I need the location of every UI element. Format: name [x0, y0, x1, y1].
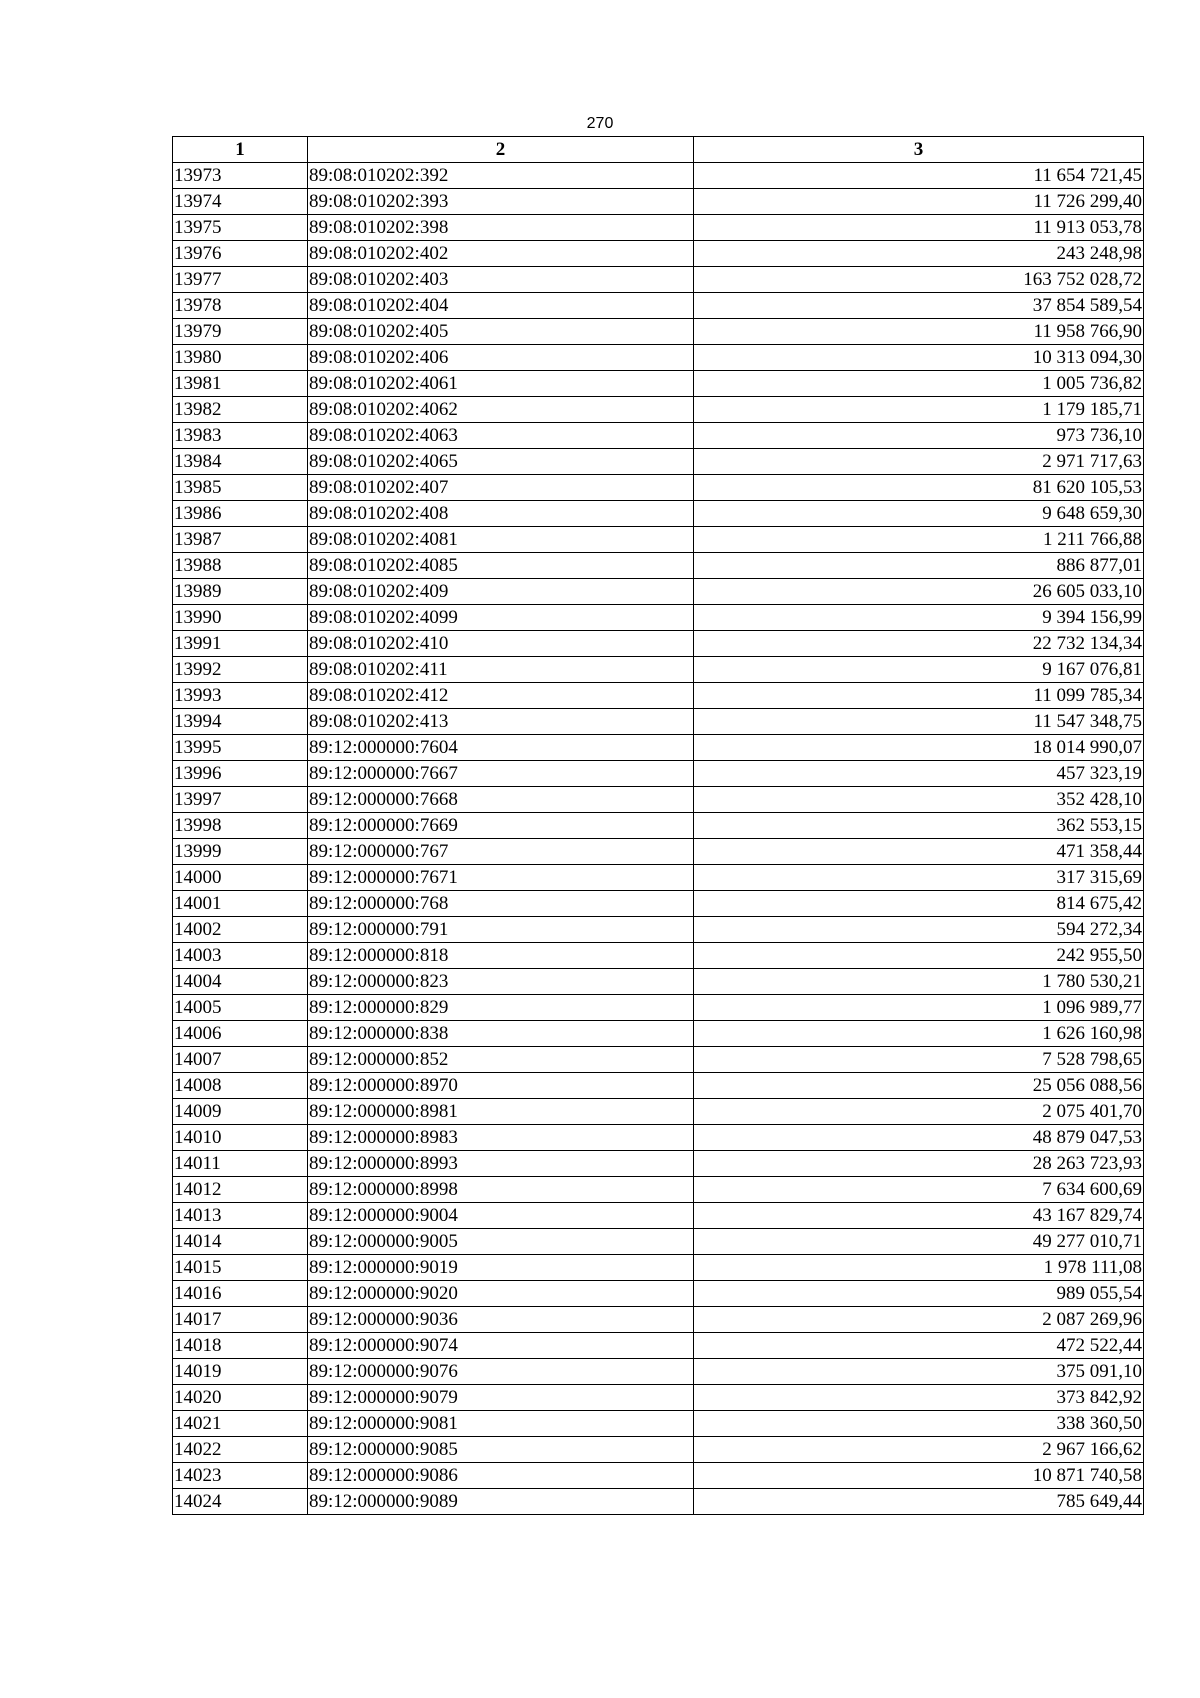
cadastral-number-cell: 89:08:010202:411 [308, 657, 694, 683]
cadastral-value-cell: 25 056 088,56 [694, 1073, 1144, 1099]
cadastral-number-cell: 89:12:000000:9004 [308, 1203, 694, 1229]
column-header-1: 1 [173, 137, 308, 163]
cadastral-number-cell: 89:12:000000:852 [308, 1047, 694, 1073]
cadastral-number-cell: 89:12:000000:9019 [308, 1255, 694, 1281]
cadastral-number-cell: 89:12:000000:8998 [308, 1177, 694, 1203]
row-number-cell: 13993 [173, 683, 308, 709]
cadastral-number-cell: 89:08:010202:4081 [308, 527, 694, 553]
table-row [173, 1099, 1144, 1125]
row-number-cell: 14010 [173, 1125, 308, 1151]
cadastral-value-cell: 9 648 659,30 [694, 501, 1144, 527]
table-row [173, 1385, 1144, 1411]
row-number-cell: 14013 [173, 1203, 308, 1229]
cadastral-value-cell: 814 675,42 [694, 891, 1144, 917]
table-row [173, 319, 1144, 345]
cadastral-number-cell: 89:12:000000:7669 [308, 813, 694, 839]
cadastral-number-cell: 89:08:010202:4063 [308, 423, 694, 449]
column-header-2: 2 [308, 137, 694, 163]
cadastral-value-cell: 1 179 185,71 [694, 397, 1144, 423]
column-header-3: 3 [694, 137, 1144, 163]
row-number-cell: 13995 [173, 735, 308, 761]
row-number-cell: 14003 [173, 943, 308, 969]
cadastral-number-cell: 89:12:000000:9020 [308, 1281, 694, 1307]
table-row [173, 1307, 1144, 1333]
row-number-cell: 14002 [173, 917, 308, 943]
row-number-cell: 13982 [173, 397, 308, 423]
table-row [173, 735, 1144, 761]
cadastral-value-cell: 10 313 094,30 [694, 345, 1144, 371]
table-row [173, 1411, 1144, 1437]
cadastral-number-cell: 89:08:010202:406 [308, 345, 694, 371]
cadastral-number-cell: 89:08:010202:412 [308, 683, 694, 709]
cadastral-number-cell: 89:08:010202:4061 [308, 371, 694, 397]
cadastral-value-cell: 362 553,15 [694, 813, 1144, 839]
table-row [173, 995, 1144, 1021]
cadastral-number-cell: 89:12:000000:9085 [308, 1437, 694, 1463]
cadastral-number-cell: 89:08:010202:392 [308, 163, 694, 189]
cadastral-value-cell: 11 547 348,75 [694, 709, 1144, 735]
cadastral-value-cell: 886 877,01 [694, 553, 1144, 579]
table-row [173, 1281, 1144, 1307]
table-row [173, 189, 1144, 215]
cadastral-number-cell: 89:12:000000:8981 [308, 1099, 694, 1125]
cadastral-number-cell: 89:12:000000:7667 [308, 761, 694, 787]
row-number-cell: 13985 [173, 475, 308, 501]
cadastral-number-cell: 89:08:010202:4065 [308, 449, 694, 475]
row-number-cell: 14022 [173, 1437, 308, 1463]
row-number-cell: 13981 [173, 371, 308, 397]
page-number: 270 [586, 115, 614, 132]
cadastral-value-cell: 48 879 047,53 [694, 1125, 1144, 1151]
table-row [173, 1437, 1144, 1463]
table-row [173, 1463, 1144, 1489]
cadastral-value-cell: 785 649,44 [694, 1489, 1144, 1515]
row-number-cell: 13997 [173, 787, 308, 813]
cadastral-number-cell: 89:08:010202:4085 [308, 553, 694, 579]
cadastral-number-cell: 89:12:000000:8993 [308, 1151, 694, 1177]
cadastral-value-cell: 11 913 053,78 [694, 215, 1144, 241]
table-row [173, 1489, 1144, 1515]
cadastral-value-cell: 338 360,50 [694, 1411, 1144, 1437]
cadastral-value-cell: 373 842,92 [694, 1385, 1144, 1411]
row-number-cell: 14021 [173, 1411, 308, 1437]
cadastral-value-cell: 26 605 033,10 [694, 579, 1144, 605]
cadastral-value-cell: 472 522,44 [694, 1333, 1144, 1359]
table-row [173, 917, 1144, 943]
cadastral-value-cell: 1 005 736,82 [694, 371, 1144, 397]
cadastral-value-cell: 471 358,44 [694, 839, 1144, 865]
cadastral-number-cell: 89:12:000000:7668 [308, 787, 694, 813]
table-row [173, 709, 1144, 735]
table-row [173, 787, 1144, 813]
row-number-cell: 14004 [173, 969, 308, 995]
cadastral-value-cell: 49 277 010,71 [694, 1229, 1144, 1255]
cadastral-value-cell: 7 528 798,65 [694, 1047, 1144, 1073]
cadastral-value-cell: 2 967 166,62 [694, 1437, 1144, 1463]
table-row [173, 371, 1144, 397]
row-number-cell: 14019 [173, 1359, 308, 1385]
table-row [173, 527, 1144, 553]
row-number-cell: 14014 [173, 1229, 308, 1255]
cadastral-value-cell: 9 394 156,99 [694, 605, 1144, 631]
table-row [173, 293, 1144, 319]
table-row [173, 865, 1144, 891]
table-row [173, 163, 1144, 189]
cadastral-value-cell: 22 732 134,34 [694, 631, 1144, 657]
table-row [173, 605, 1144, 631]
cadastral-number-cell: 89:08:010202:398 [308, 215, 694, 241]
cadastral-value-cell: 242 955,50 [694, 943, 1144, 969]
cadastral-number-cell: 89:12:000000:9074 [308, 1333, 694, 1359]
row-number-cell: 13988 [173, 553, 308, 579]
cadastral-number-cell: 89:08:010202:404 [308, 293, 694, 319]
row-number-cell: 13980 [173, 345, 308, 371]
row-number-cell: 14020 [173, 1385, 308, 1411]
cadastral-number-cell: 89:12:000000:8970 [308, 1073, 694, 1099]
row-number-cell: 13984 [173, 449, 308, 475]
table-row [173, 943, 1144, 969]
row-number-cell: 13977 [173, 267, 308, 293]
row-number-cell: 14008 [173, 1073, 308, 1099]
cadastral-number-cell: 89:08:010202:4062 [308, 397, 694, 423]
cadastral-value-cell: 352 428,10 [694, 787, 1144, 813]
cadastral-number-cell: 89:12:000000:791 [308, 917, 694, 943]
cadastral-value-cell: 1 096 989,77 [694, 995, 1144, 1021]
table-row [173, 1255, 1144, 1281]
cadastral-number-cell: 89:12:000000:9076 [308, 1359, 694, 1385]
cadastral-value-cell: 1 780 530,21 [694, 969, 1144, 995]
table-row [173, 839, 1144, 865]
cadastral-number-cell: 89:08:010202:4099 [308, 605, 694, 631]
table-row [173, 657, 1144, 683]
table-row [173, 1073, 1144, 1099]
table-row [173, 579, 1144, 605]
cadastral-number-cell: 89:08:010202:407 [308, 475, 694, 501]
cadastral-number-cell: 89:12:000000:7604 [308, 735, 694, 761]
table-row [173, 1125, 1144, 1151]
cadastral-value-cell: 10 871 740,58 [694, 1463, 1144, 1489]
cadastral-value-cell: 2 087 269,96 [694, 1307, 1144, 1333]
cadastral-value-cell: 1 211 766,88 [694, 527, 1144, 553]
cadastral-number-cell: 89:12:000000:9081 [308, 1411, 694, 1437]
cadastral-value-cell: 457 323,19 [694, 761, 1144, 787]
table-row [173, 1333, 1144, 1359]
table-row [173, 449, 1144, 475]
row-number-cell: 14017 [173, 1307, 308, 1333]
row-number-cell: 14018 [173, 1333, 308, 1359]
cadastral-number-cell: 89:12:000000:767 [308, 839, 694, 865]
row-number-cell: 14007 [173, 1047, 308, 1073]
row-number-cell: 14024 [173, 1489, 308, 1515]
table-row [173, 1177, 1144, 1203]
row-number-cell: 13991 [173, 631, 308, 657]
cadastral-number-cell: 89:12:000000:829 [308, 995, 694, 1021]
table-row [173, 423, 1144, 449]
row-number-cell: 14006 [173, 1021, 308, 1047]
cadastral-number-cell: 89:12:000000:9086 [308, 1463, 694, 1489]
cadastral-number-cell: 89:12:000000:8983 [308, 1125, 694, 1151]
cadastral-value-cell: 7 634 600,69 [694, 1177, 1144, 1203]
table-row [173, 891, 1144, 917]
table-row [173, 631, 1144, 657]
cadastral-number-cell: 89:08:010202:413 [308, 709, 694, 735]
row-number-cell: 13975 [173, 215, 308, 241]
row-number-cell: 14005 [173, 995, 308, 1021]
cadastral-value-cell: 973 736,10 [694, 423, 1144, 449]
table-row [173, 761, 1144, 787]
row-number-cell: 13996 [173, 761, 308, 787]
cadastral-number-cell: 89:08:010202:408 [308, 501, 694, 527]
table-row [173, 1359, 1144, 1385]
cadastral-number-cell: 89:08:010202:402 [308, 241, 694, 267]
cadastral-value-cell: 11 726 299,40 [694, 189, 1144, 215]
row-number-cell: 14016 [173, 1281, 308, 1307]
table-row [173, 969, 1144, 995]
table-row [173, 215, 1144, 241]
cadastral-value-cell: 28 263 723,93 [694, 1151, 1144, 1177]
cadastral-number-cell: 89:12:000000:9079 [308, 1385, 694, 1411]
table-row [173, 683, 1144, 709]
row-number-cell: 14015 [173, 1255, 308, 1281]
cadastral-value-cell: 11 654 721,45 [694, 163, 1144, 189]
table-row [173, 1151, 1144, 1177]
cadastral-number-cell: 89:12:000000:9036 [308, 1307, 694, 1333]
row-number-cell: 13992 [173, 657, 308, 683]
cadastral-value-cell: 2 971 717,63 [694, 449, 1144, 475]
cadastral-number-cell: 89:12:000000:9089 [308, 1489, 694, 1515]
row-number-cell: 13978 [173, 293, 308, 319]
table-row [173, 397, 1144, 423]
cadastral-value-cell: 81 620 105,53 [694, 475, 1144, 501]
cadastral-value-cell: 9 167 076,81 [694, 657, 1144, 683]
row-number-cell: 13998 [173, 813, 308, 839]
table-row [173, 1229, 1144, 1255]
cadastral-number-cell: 89:08:010202:403 [308, 267, 694, 293]
registry-table [172, 136, 1144, 1515]
cadastral-value-cell: 2 075 401,70 [694, 1099, 1144, 1125]
cadastral-number-cell: 89:12:000000:768 [308, 891, 694, 917]
cadastral-value-cell: 375 091,10 [694, 1359, 1144, 1385]
cadastral-value-cell: 43 167 829,74 [694, 1203, 1144, 1229]
row-number-cell: 13979 [173, 319, 308, 345]
cadastral-number-cell: 89:08:010202:393 [308, 189, 694, 215]
row-number-cell: 13989 [173, 579, 308, 605]
cadastral-value-cell: 594 272,34 [694, 917, 1144, 943]
cadastral-value-cell: 11 958 766,90 [694, 319, 1144, 345]
row-number-cell: 14009 [173, 1099, 308, 1125]
cadastral-number-cell: 89:08:010202:410 [308, 631, 694, 657]
row-number-cell: 14000 [173, 865, 308, 891]
row-number-cell: 13994 [173, 709, 308, 735]
row-number-cell: 13999 [173, 839, 308, 865]
cadastral-number-cell: 89:12:000000:838 [308, 1021, 694, 1047]
table-row [173, 813, 1144, 839]
row-number-cell: 14001 [173, 891, 308, 917]
cadastral-value-cell: 317 315,69 [694, 865, 1144, 891]
cadastral-number-cell: 89:12:000000:9005 [308, 1229, 694, 1255]
cadastral-value-cell: 37 854 589,54 [694, 293, 1144, 319]
cadastral-value-cell: 1 978 111,08 [694, 1255, 1144, 1281]
cadastral-number-cell: 89:12:000000:818 [308, 943, 694, 969]
table-row [173, 501, 1144, 527]
cadastral-number-cell: 89:12:000000:7671 [308, 865, 694, 891]
cadastral-value-cell: 163 752 028,72 [694, 267, 1144, 293]
row-number-cell: 13987 [173, 527, 308, 553]
cadastral-value-cell: 1 626 160,98 [694, 1021, 1144, 1047]
table-row [173, 1021, 1144, 1047]
table-row [173, 241, 1144, 267]
row-number-cell: 14023 [173, 1463, 308, 1489]
table-row [173, 345, 1144, 371]
header-row [173, 137, 1144, 163]
row-number-cell: 13974 [173, 189, 308, 215]
row-number-cell: 13986 [173, 501, 308, 527]
cadastral-value-cell: 989 055,54 [694, 1281, 1144, 1307]
row-number-cell: 13973 [173, 163, 308, 189]
row-number-cell: 14011 [173, 1151, 308, 1177]
table-row [173, 1047, 1144, 1073]
table-row [173, 475, 1144, 501]
row-number-cell: 13983 [173, 423, 308, 449]
cadastral-value-cell: 11 099 785,34 [694, 683, 1144, 709]
row-number-cell: 13976 [173, 241, 308, 267]
cadastral-number-cell: 89:08:010202:409 [308, 579, 694, 605]
table-row [173, 553, 1144, 579]
table-row [173, 1203, 1144, 1229]
table-body [173, 163, 1144, 1515]
row-number-cell: 13990 [173, 605, 308, 631]
cadastral-value-cell: 18 014 990,07 [694, 735, 1144, 761]
cadastral-value-cell: 243 248,98 [694, 241, 1144, 267]
table-row [173, 267, 1144, 293]
row-number-cell: 14012 [173, 1177, 308, 1203]
cadastral-number-cell: 89:08:010202:405 [308, 319, 694, 345]
cadastral-number-cell: 89:12:000000:823 [308, 969, 694, 995]
